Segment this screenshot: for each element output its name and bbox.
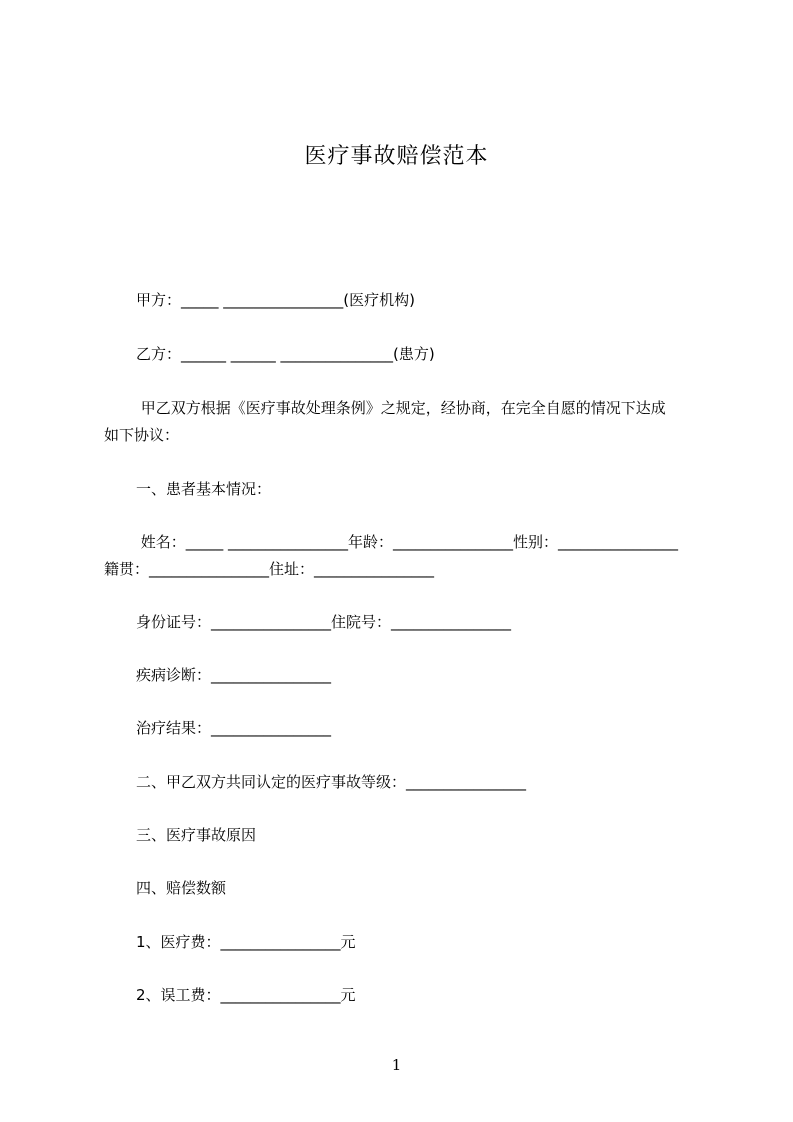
section-3-heading: 三、医疗事故原因: [136, 826, 257, 844]
document-title: 医疗事故赔偿范本: [304, 144, 489, 169]
intro-line-1: 甲乙双方根据《医疗事故处理条例》之规定，经协商，在完全自愿的情况下达成: [136, 399, 666, 417]
diagnosis-line: 疾病诊断：________________: [136, 666, 332, 684]
treatment-result-line: 治疗结果：________________: [136, 719, 332, 737]
patient-origin-line: 籍贯：________________住址：________________: [104, 560, 435, 578]
section-1-heading: 一、患者基本情况：: [136, 480, 272, 498]
page-number: 1: [391, 1056, 402, 1074]
party-a-line: 甲方：_____ ________________(医疗机构): [136, 291, 415, 309]
section-4-heading: 四、赔偿数额: [136, 879, 227, 897]
lost-wages-line: 2、误工费：________________元: [136, 986, 356, 1004]
section-2-line: 二、甲乙双方共同认定的医疗事故等级：________________: [136, 773, 527, 791]
patient-name-line: 姓名：_____ ________________年龄：________________性别：________________: [136, 533, 679, 551]
id-number-line: 身份证号：________________住院号：________________: [136, 613, 512, 631]
intro-line-2: 如下协议：: [104, 426, 180, 444]
medical-fee-line: 1、医疗费：________________元: [136, 933, 356, 951]
party-b-line: 乙方：______ ______ _______________(患方): [136, 345, 435, 363]
